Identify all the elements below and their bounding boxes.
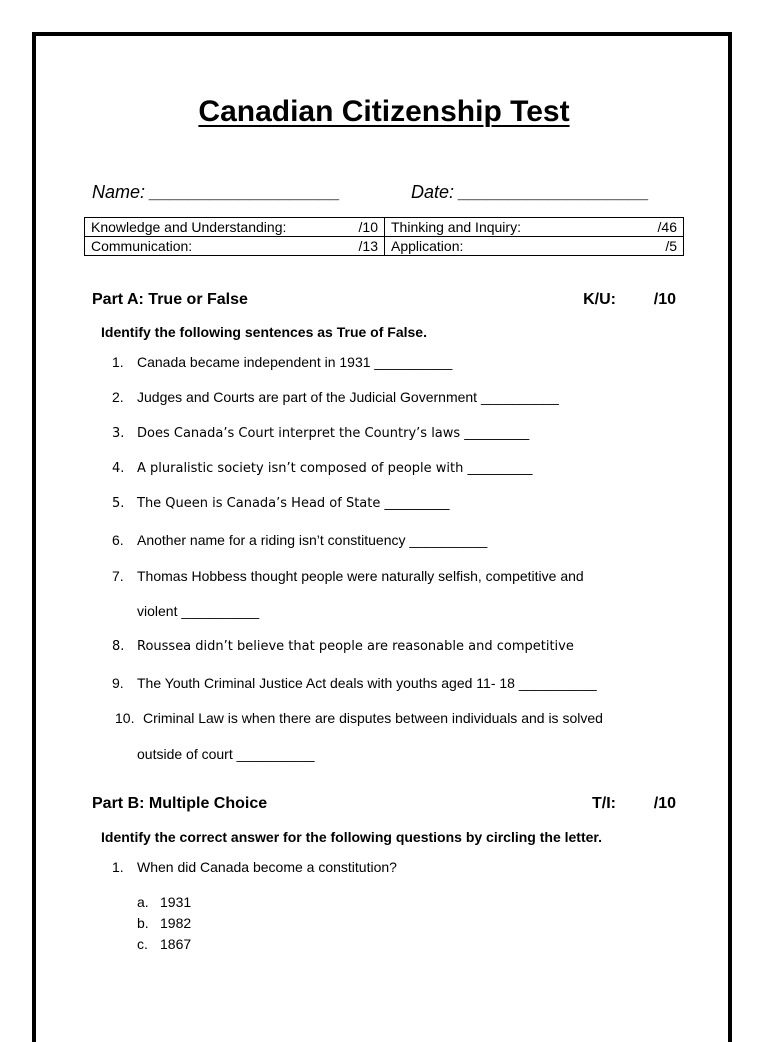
question-item: 2. Judges and Courts are part of the Judicial Government __________: [112, 389, 559, 405]
part-a-points-label: K/U:: [583, 291, 616, 308]
question-item: 1. Canada became independent in 1931 __________: [112, 354, 453, 370]
part-b-heading: Part B: Multiple Choice T/I: /10: [92, 793, 680, 815]
part-a-instructions: Identify the following sentences as True of False.: [101, 324, 427, 340]
question-continuation: violent __________: [137, 603, 260, 619]
question-item: 1. When did Canada become a constitution?: [112, 859, 397, 875]
answer-option: b. 1982: [137, 915, 192, 931]
score-row: [85, 218, 684, 237]
question-item: 3. Does Canada’s Court interpret the Country’s laws __________: [112, 426, 530, 441]
score-cell: Thinking and Inquiry: /46: [385, 218, 684, 237]
score-table: [84, 217, 684, 256]
score-row: [85, 237, 684, 256]
question-item: 4. A pluralistic society isn’t composed of people with __________: [112, 461, 533, 476]
question-item: 8. Roussea didn’t believe that people are reasonable and competitive: [112, 639, 574, 654]
date-field: Date: ___________________: [411, 182, 650, 202]
score-cell: Application: /5: [385, 237, 684, 256]
question-item: 6. Another name for a riding isn’t constituency __________: [112, 532, 488, 548]
question-item: 7. Thomas Hobbess thought people were naturally selfish, competitive and: [112, 568, 584, 584]
answer-option: c. 1867: [137, 936, 192, 952]
page-title: Canadian Citizenship Test: [198, 95, 570, 128]
question-continuation: outside of court __________: [137, 746, 315, 762]
part-a-heading: Part A: True or False K/U: /10: [92, 289, 680, 311]
part-b-instructions: Identify the correct answer for the following questions by circling the letter.: [101, 829, 602, 845]
question-item: 9. The Youth Criminal Justice Act deals with youths aged 11- 18 __________: [112, 675, 597, 691]
name-field: Name: ___________________: [92, 182, 341, 202]
score-cell: Knowledge and Understanding: /10: [85, 218, 385, 237]
score-cell: Communication: /13: [85, 237, 385, 256]
part-b-points-label: T/I:: [592, 795, 616, 812]
question-item: 10. Criminal Law is when there are disputes between individuals and is solved: [115, 710, 603, 726]
part-a-points: /10: [653, 291, 676, 308]
question-item: 5. The Queen is Canada’s Head of State __________: [112, 496, 450, 511]
answer-option: a. 1931: [137, 894, 192, 910]
part-b-points: /10: [653, 795, 676, 812]
